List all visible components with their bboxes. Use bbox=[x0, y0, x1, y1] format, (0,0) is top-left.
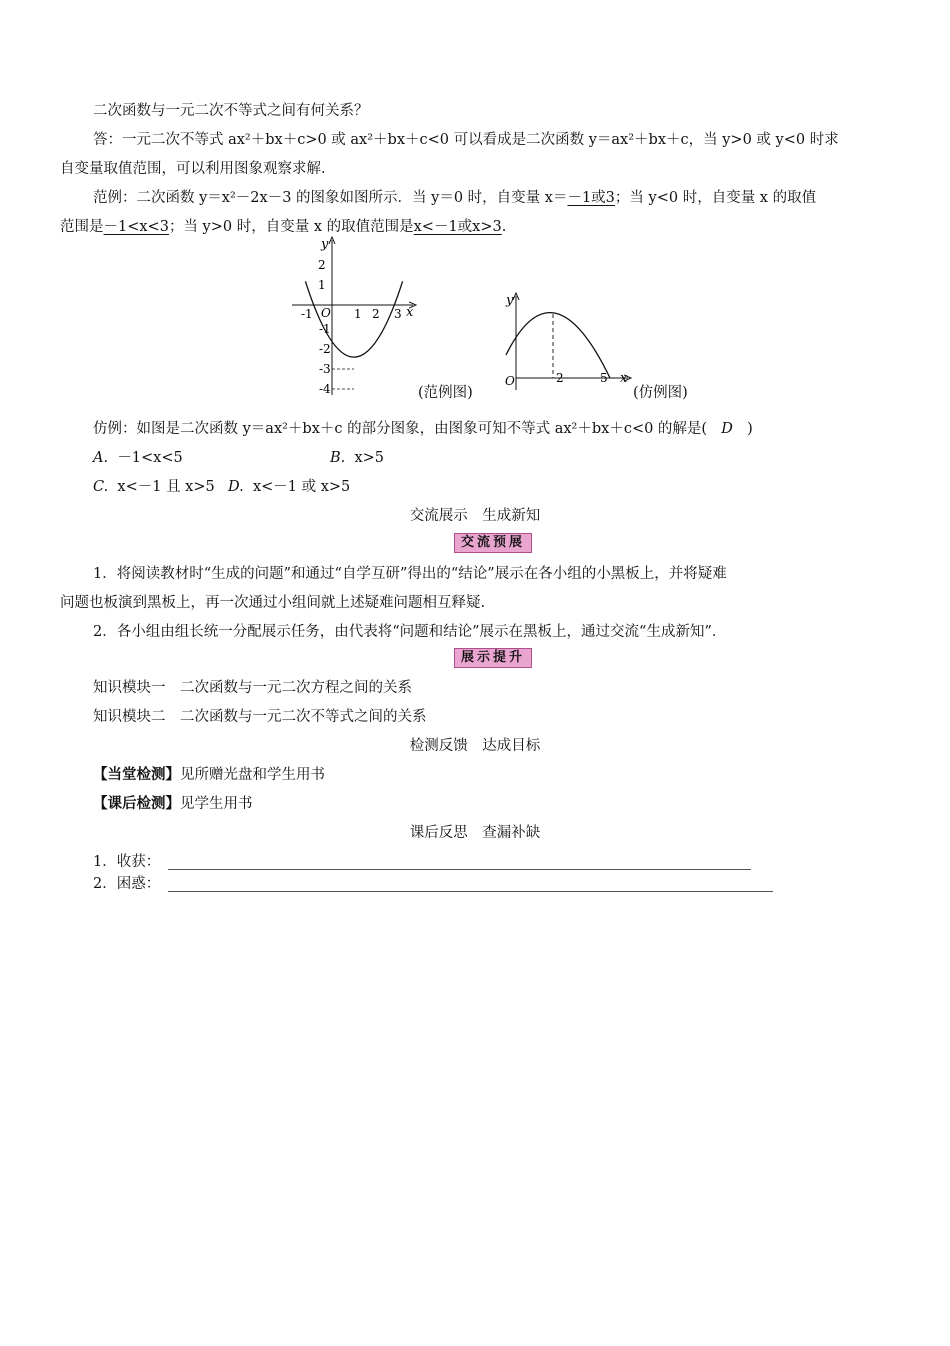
imitation-stem: 仿例：如图是二次函数 y＝ax²＋bx＋c 的部分图象，由图象可知不等式 ax²＋bx＋c<0 的解是( bbox=[93, 421, 708, 437]
check-in-class bbox=[93, 765, 325, 785]
x-tick-label: 5 bbox=[600, 371, 608, 385]
option-text: x>5 bbox=[354, 450, 385, 466]
section-badge: 展示提升 bbox=[454, 648, 532, 668]
option-letter: A. bbox=[93, 450, 109, 466]
y-tick-label: -1 bbox=[319, 322, 331, 336]
option-letter: D. bbox=[228, 479, 244, 495]
example-graph bbox=[288, 235, 418, 400]
imitation-graph-caption: (仿例图) bbox=[633, 385, 688, 401]
y-tick-label: -3 bbox=[319, 362, 331, 376]
x-axis-label: x bbox=[406, 305, 414, 320]
imitation-answer: D bbox=[721, 421, 733, 437]
answer-line-2: 自变量取值范围，可以利用图象观察求解. bbox=[60, 161, 326, 177]
reflection-doubts-blank[interactable] bbox=[168, 877, 773, 892]
y-axis-label: y bbox=[321, 237, 329, 252]
example-text: ；当 y>0 时，自变量 x 的取值范围是 bbox=[168, 219, 414, 235]
example-text: 范例：二次函数 y＝x²－2x－3 的图象如图所示．当 y＝0 时，自变量 x＝ bbox=[93, 190, 568, 206]
option-text: x<－1 且 x>5 bbox=[117, 479, 215, 495]
imitation-graph bbox=[500, 290, 635, 395]
y-tick-label: 1 bbox=[318, 278, 326, 292]
y-tick-label: -4 bbox=[319, 382, 331, 396]
option-letter: C. bbox=[93, 479, 109, 495]
example-answer-1: －1或3 bbox=[567, 190, 615, 206]
reflection-gains-blank[interactable] bbox=[168, 855, 751, 870]
knowledge-module-1: 知识模块一 二次函数与一元二次方程之间的关系 bbox=[93, 680, 412, 696]
option-letter: B. bbox=[330, 450, 346, 466]
item-1-line-2: 问题也板演到黑板上，再一次通过小组间就上述疑难问题相互释疑. bbox=[60, 595, 486, 611]
option-a bbox=[93, 448, 183, 468]
check-after-class bbox=[93, 794, 253, 814]
option-text: －1<x<5 bbox=[117, 450, 183, 466]
x-tick-label: -1 bbox=[301, 307, 313, 321]
x-tick-label: 2 bbox=[372, 307, 380, 321]
example-answer-2: －1<x<3 bbox=[103, 219, 169, 235]
origin-label: O bbox=[505, 374, 515, 388]
item-1-line-1: 1．将阅读教材时“生成的问题”和通过“自学互研”得出的“结论”展示在各小组的小黑板上，并将疑难 bbox=[93, 566, 727, 582]
section-title: 交流展示 生成新知 bbox=[409, 508, 541, 524]
y-axis-label: y bbox=[506, 293, 514, 308]
item-2: 2．各小组由组长统一分配展示任务，由代表将“问题和结论”展示在黑板上，通过交流“生成新知”． bbox=[93, 624, 727, 640]
x-tick-label: 1 bbox=[354, 307, 362, 321]
x-axis-label: x bbox=[620, 371, 628, 386]
reflection-gains-label: 1．收获： bbox=[93, 854, 161, 870]
section-title: 检测反馈 达成目标 bbox=[409, 738, 541, 754]
x-tick-label: 3 bbox=[394, 307, 402, 321]
x-tick-label: 2 bbox=[556, 371, 564, 385]
example-text: 范围是 bbox=[60, 219, 104, 235]
origin-label: O bbox=[321, 306, 331, 320]
option-text: x<－1 或 x>5 bbox=[252, 479, 351, 495]
check-text: 见所赠光盘和学生用书 bbox=[180, 767, 325, 783]
imitation-question bbox=[93, 419, 753, 439]
check-label: 【当堂检测】 bbox=[93, 766, 180, 783]
section-title: 课后反思 查漏补缺 bbox=[409, 825, 541, 841]
imitation-close: ) bbox=[747, 421, 753, 437]
check-text: 见学生用书 bbox=[180, 796, 253, 812]
check-label: 【课后检测】 bbox=[93, 795, 180, 812]
parabola-curve bbox=[506, 313, 610, 378]
example-line-2 bbox=[60, 217, 506, 237]
example-text: ；当 y<0 时，自变量 x 的取值 bbox=[614, 190, 817, 206]
section-badge: 交流预展 bbox=[454, 533, 532, 553]
y-tick-label: -2 bbox=[319, 342, 331, 356]
example-graph-caption: (范例图) bbox=[418, 385, 473, 401]
question-text: 二次函数与一元二次不等式之间有何关系？ bbox=[93, 103, 369, 119]
option-d bbox=[228, 477, 350, 497]
knowledge-module-2: 知识模块二 二次函数与一元二次不等式之间的关系 bbox=[93, 709, 427, 725]
option-b bbox=[330, 448, 384, 468]
option-c bbox=[93, 477, 215, 497]
y-tick-label: 2 bbox=[318, 258, 326, 272]
example-text: . bbox=[501, 219, 507, 235]
example-answer-3: x<－1或x>3 bbox=[413, 219, 502, 235]
example-line-1 bbox=[93, 188, 816, 208]
reflection-doubts-label: 2．困惑： bbox=[93, 876, 161, 892]
answer-line-1: 答：一元二次不等式 ax²＋bx＋c>0 或 ax²＋bx＋c<0 可以看成是二次函数 y＝ax²＋bx＋c，当 y>0 或 y<0 时求 bbox=[93, 132, 839, 148]
